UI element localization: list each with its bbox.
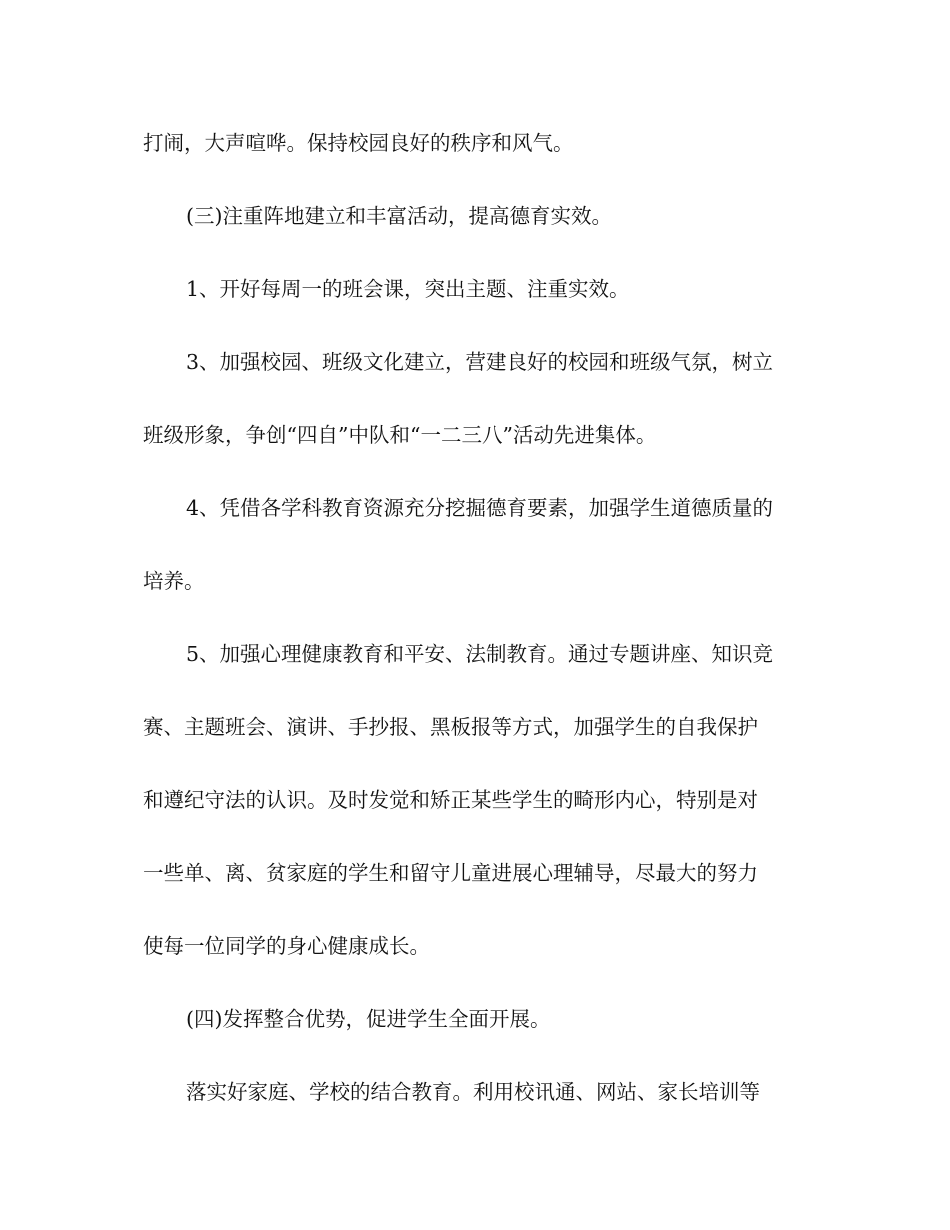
section-heading: (三)注重阵地建立和丰富活动，提高德育实效。	[186, 204, 612, 228]
text-line: 落实好家庭、学校的结合教育。利用校讯通、网站、家长培训等	[186, 1080, 760, 1104]
text-line: 3、加强校园、班级文化建立，营建良好的校园和班级气氛，树立	[186, 350, 774, 374]
text-line: 使每一位同学的身心健康成长。	[143, 934, 430, 958]
text-line: 培养。	[143, 569, 205, 593]
text-line: 赛、主题班会、演讲、手抄报、黑板报等方式，加强学生的自我保护	[143, 715, 758, 739]
text-line: 4、凭借各学科教育资源充分挖掘德育要素，加强学生道德质量的	[186, 496, 774, 520]
text-line: 班级形象，争创“四自”中队和“一二三八”活动先进集体。	[143, 423, 657, 447]
text-line: 和遵纪守法的认识。及时发觉和矫正某些学生的畸形内心，特别是对	[143, 788, 758, 812]
text-line: 5、加强心理健康教育和平安、法制教育。通过专题讲座、知识竞	[186, 642, 774, 666]
text-line: 打闹，大声喧哗。保持校园良好的秩序和风气。	[143, 131, 574, 155]
section-heading: (四)发挥整合优势，促进学生全面开展。	[186, 1007, 551, 1031]
text-line: 一些单、离、贫家庭的学生和留守儿童进展心理辅导，尽最大的努力	[143, 861, 758, 885]
text-line: 1、开好每周一的班会课，突出主题、注重实效。	[186, 277, 630, 301]
